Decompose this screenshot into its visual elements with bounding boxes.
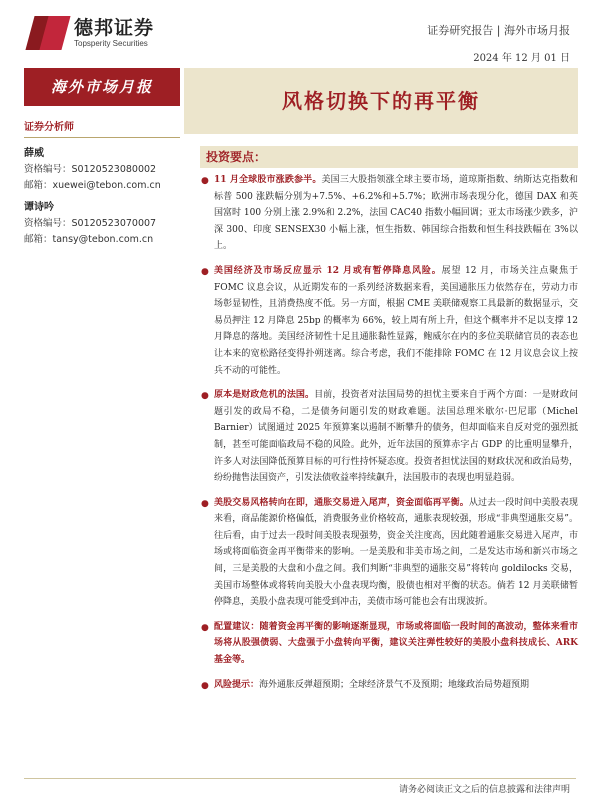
bullet-text: 目前，投资者对法国局势的担忧主要来自于两个方面：一是财政问题引发的政局不稳，二是债务问题引发的财政难题。法国总理米歇尔·巴尼耶（Michel Barnier）试图通过 2025 年预算案以遏制不断攀升的债务，但却面临来自反对党的强烈抵制，甚至可能面临政局不稳的风险。此外，近年法国的预算赤字占 GDP 的比重明显攀升，许多人对法国降低预算目标的可行性持怀疑态度。投资者担忧法国的财政状况和政治局势，纷纷抛售法国资产，引发法债收益率持续飙升，法国股市的表现也明显趋弱。 [214,390,578,484]
bullet-dot-icon: ● [201,498,209,509]
title-band [184,68,578,134]
analyst-cert: 资格编号：S0120523080002 [24,164,157,175]
bullet-dot-icon: ● [201,622,209,633]
investment-points-label: 投资要点： [206,150,267,164]
list-item [200,387,578,487]
list-item [200,263,578,379]
bullet-text: 海外通胀反弹超预期；全球经济景气不及预期；地缘政治局势超预期 [259,679,530,690]
footer-divider [24,778,576,779]
analysts-label: 证券分析师 [24,118,180,138]
bullet-dot-icon: ● [201,266,209,277]
bullet-highlight: 美股交易风格转向在即，通胀交易进入尾声，资金面临再平衡。 [214,497,469,508]
list-item [200,495,578,611]
investment-points-list [200,172,578,693]
bullet-dot-icon: ● [201,680,209,691]
report-header [427,22,570,64]
analyst-email[interactable]: 邮箱：tansy@tebon.com.cn [24,234,154,245]
list-item [200,619,578,669]
footer-disclaimer: 请务必阅读正文之后的信息披露和法律声明 [398,785,570,795]
list-item [200,172,578,255]
company-logo [28,16,154,50]
analyst-panel [24,118,180,254]
bullet-text: 从过去一段时间中美股表现来看，商品能源价格偏低，消费服务业价格较高，通胀表现较强，形成“非典型通胀交易”。往后看，由于过去一段时间美股表现强势，资金关注度高，因此随着通胀交易进入尾声，市场或将面临资金再平衡带来的影响。一是美股和非美市场之间，二是发达市场和新兴市场之间，三是美股的大盘和小盘之间。我们判断“非典型的通胀交易”将转向 goldilocks 交易，美国市场整体或将转向美股大小盘表现均衡，股债也相对平衡的状态。倘若 12 月美联储暂停降息，美股小盘表现可能受到冲击，美债市场可能也会有出现波折。 [214,497,578,608]
report-date: 2024 年 12 月 01 日 [473,53,570,64]
bullet-text: 展望 12 月，市场关注点聚焦于 FOMC 议息会议，从近期发布的一系列经济数据来看，美国通胀压力依然存在，劳动力市场彰显韧性，且消费热度不低。另一方面，根据 CME 美联储观察工具最新的数据显示，交易员押注 12 月降息 25bp 的概率为 66%，较上周有所上升，但这个概率并不足以支撑 12 月降息的落地。美国经济韧性十足且通胀黏性显露，鲍威尔在内的多位美联储官员的表态也让本来的宽松路径变得扑朔迷离。综合考虑，我们不能排除 FOMC 在 12 月议息会议上按兵不动的可能性。 [214,265,578,376]
report-type: 证券研究报告 | 海外市场月报 [427,24,570,37]
investment-points-header [200,146,578,168]
analyst-card [24,146,180,194]
bullet-dot-icon: ● [201,391,209,402]
logo-name-cn: 德邦证券 [74,17,155,39]
bullet-text: 美国三大股指领涨全球主要市场，道琼斯指数、纳斯达克指数和标普 500 涨跌幅分别为+7.5%、+6.2%和+5.7%；欧洲市场表现分化，德国 DAX 和英国富时 100 分别上涨 2.9%和 2.2%，法国 CAC40 指数小幅回调；亚太市场涨少跌多，沪深 300、印度 SENSEX30 小幅上涨，恒生指数、韩国综合指数和恒生科技跌幅在 3%以上。 [214,175,578,252]
report-category-band: 海外市场月报 [24,68,180,106]
analyst-cert: 资格编号：S0120523070007 [24,218,157,229]
report-title: 风格切换下的再平衡 [282,89,480,113]
logo-mark-icon [28,16,68,50]
bullet-highlight: 配置建议：随着资金再平衡的影响逐渐显现，市场或将面临一段时间的高波动，整体来看市场将从股强债弱、大盘强于小盘转向平衡，建议关注弹性较好的美股小盘科技成长、ARK 基金等。 [214,621,578,666]
analyst-card [24,200,180,248]
analyst-email[interactable]: 邮箱：xuewei@tebon.com.cn [24,180,161,191]
list-item [200,677,578,694]
bullet-highlight: 风险提示： [214,679,260,690]
analyst-name: 薛威 [24,148,44,159]
bullet-highlight: 美国经济及市场反应显示 12 月或有暂停降息风险。 [214,265,442,276]
bullet-dot-icon: ● [201,176,209,186]
logo-name-en: Topsperity Securities [74,39,148,48]
analyst-name: 谭诗吟 [24,202,54,213]
bullet-highlight: 11 月全球股市涨跌参半。 [214,175,322,185]
bullet-highlight: 原本是财政危机的法国。 [214,390,315,401]
